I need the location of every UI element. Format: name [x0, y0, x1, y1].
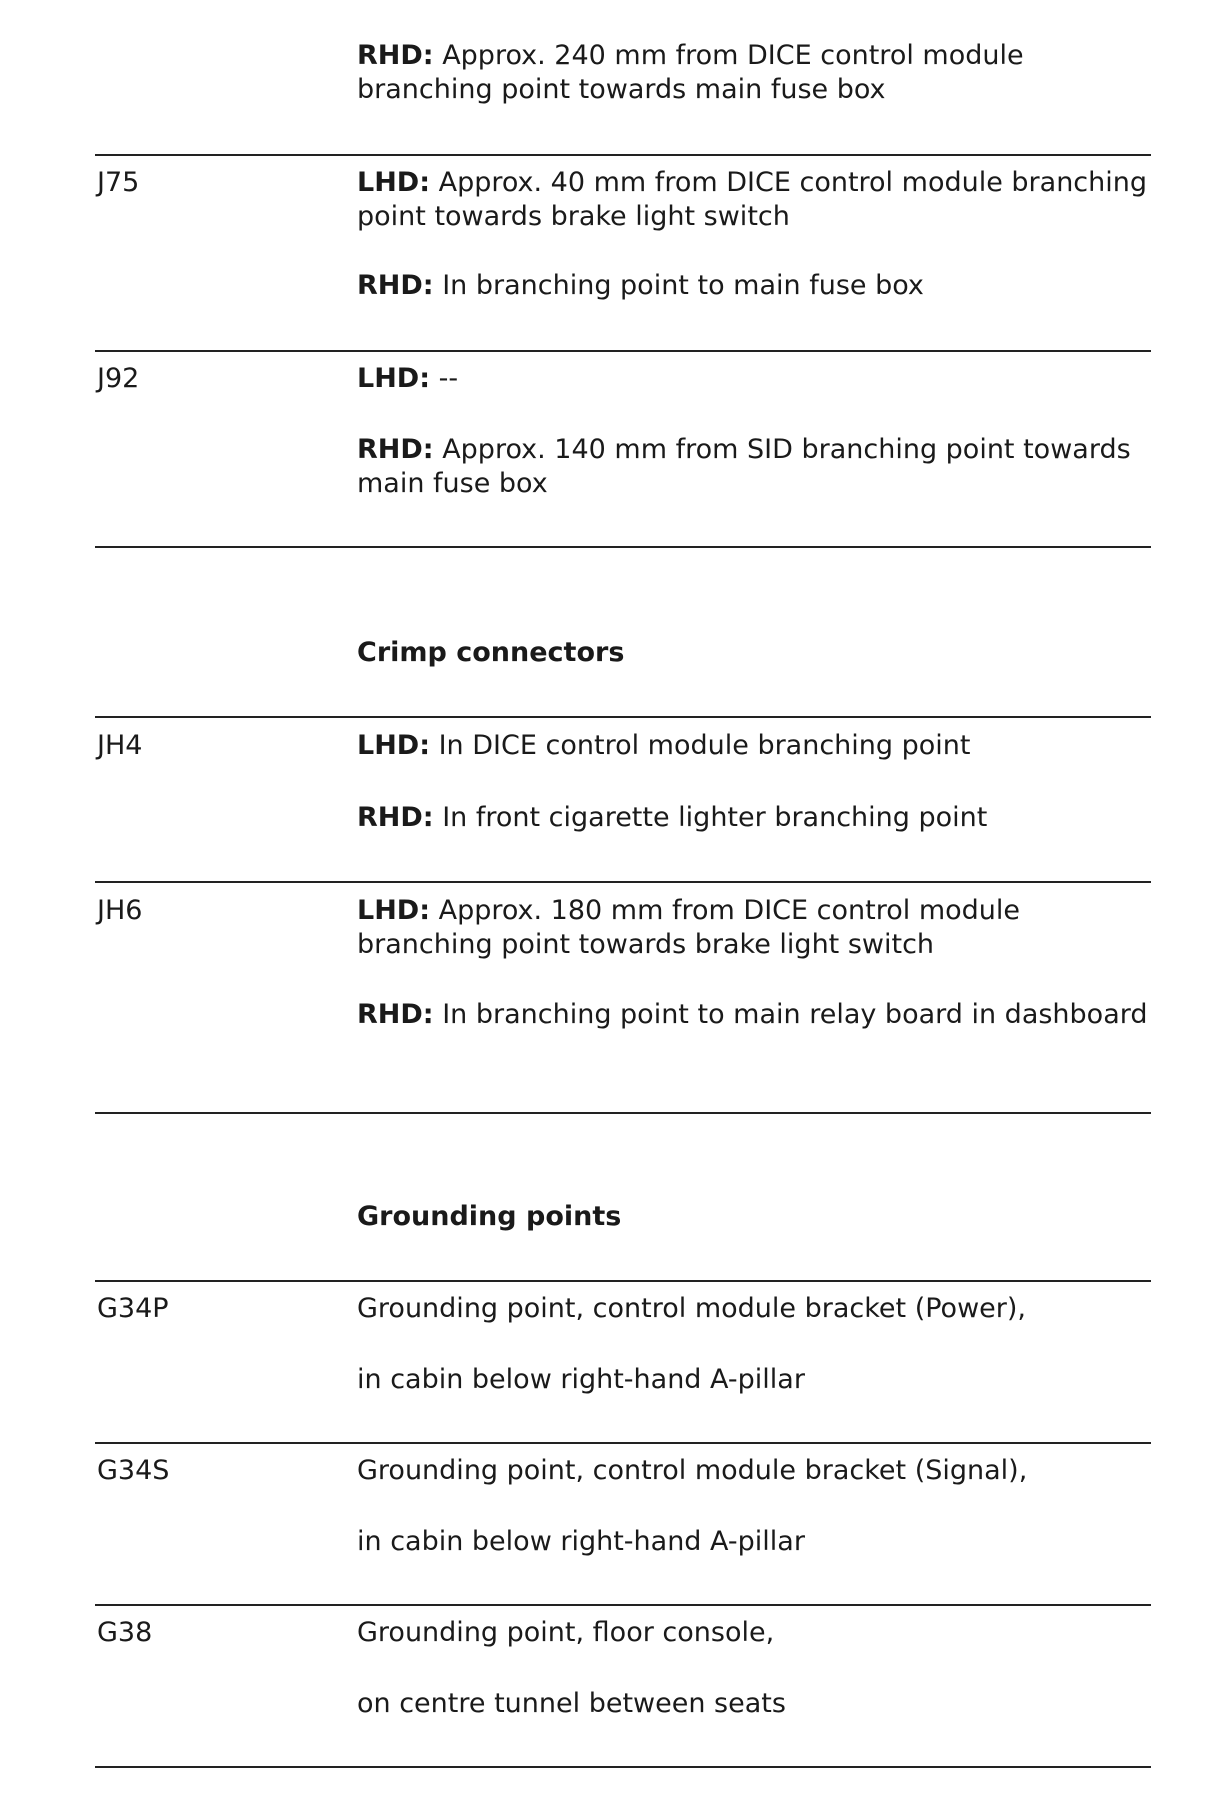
divider [95, 1766, 1151, 1768]
divider [95, 1442, 1151, 1444]
row-line1: Grounding point, control module bracket (Power), [357, 1293, 1026, 1324]
row-line1: Grounding point, control module bracket (Signal), [357, 1455, 1028, 1486]
row-id: J92 [97, 363, 140, 394]
section-heading-grounding: Grounding points [357, 1201, 622, 1232]
row-rhd: RHD: In front cigarette lighter branching point [357, 802, 988, 833]
intro-rhd: RHD: Approx. 240 mm from DICE control module branching point towards main fuse box [357, 40, 1024, 105]
row-rhd: RHD: Approx. 140 mm from SID branching point towards main fuse box [357, 434, 1131, 499]
section-heading-crimp: Crimp connectors [357, 637, 625, 668]
row-id: JH6 [97, 895, 143, 926]
row-lhd: LHD: Approx. 180 mm from DICE control module branching point towards brake light switch [357, 895, 1021, 960]
row-id: JH4 [97, 730, 143, 761]
divider [95, 154, 1151, 156]
divider [95, 350, 1151, 352]
divider [95, 546, 1151, 548]
row-lhd: LHD: -- [357, 363, 459, 394]
divider [95, 881, 1151, 883]
row-rhd: RHD: In branching point to main fuse box [357, 270, 924, 301]
row-line1: Grounding point, floor console, [357, 1617, 775, 1648]
divider [95, 716, 1151, 718]
row-line2: in cabin below right-hand A-pillar [357, 1526, 805, 1557]
divider [95, 1604, 1151, 1606]
row-id: G34S [97, 1455, 170, 1486]
row-id: G34P [97, 1293, 169, 1324]
row-line2: in cabin below right-hand A-pillar [357, 1364, 805, 1395]
row-id: G38 [97, 1617, 153, 1648]
row-lhd: LHD: Approx. 40 mm from DICE control module branching point towards brake light switch [357, 167, 1148, 232]
row-lhd: LHD: In DICE control module branching point [357, 730, 971, 761]
row-line2: on centre tunnel between seats [357, 1688, 786, 1719]
row-id: J75 [97, 167, 140, 198]
divider [95, 1280, 1151, 1282]
row-rhd: RHD: In branching point to main relay board in dashboard [357, 999, 1148, 1030]
divider [95, 1112, 1151, 1114]
